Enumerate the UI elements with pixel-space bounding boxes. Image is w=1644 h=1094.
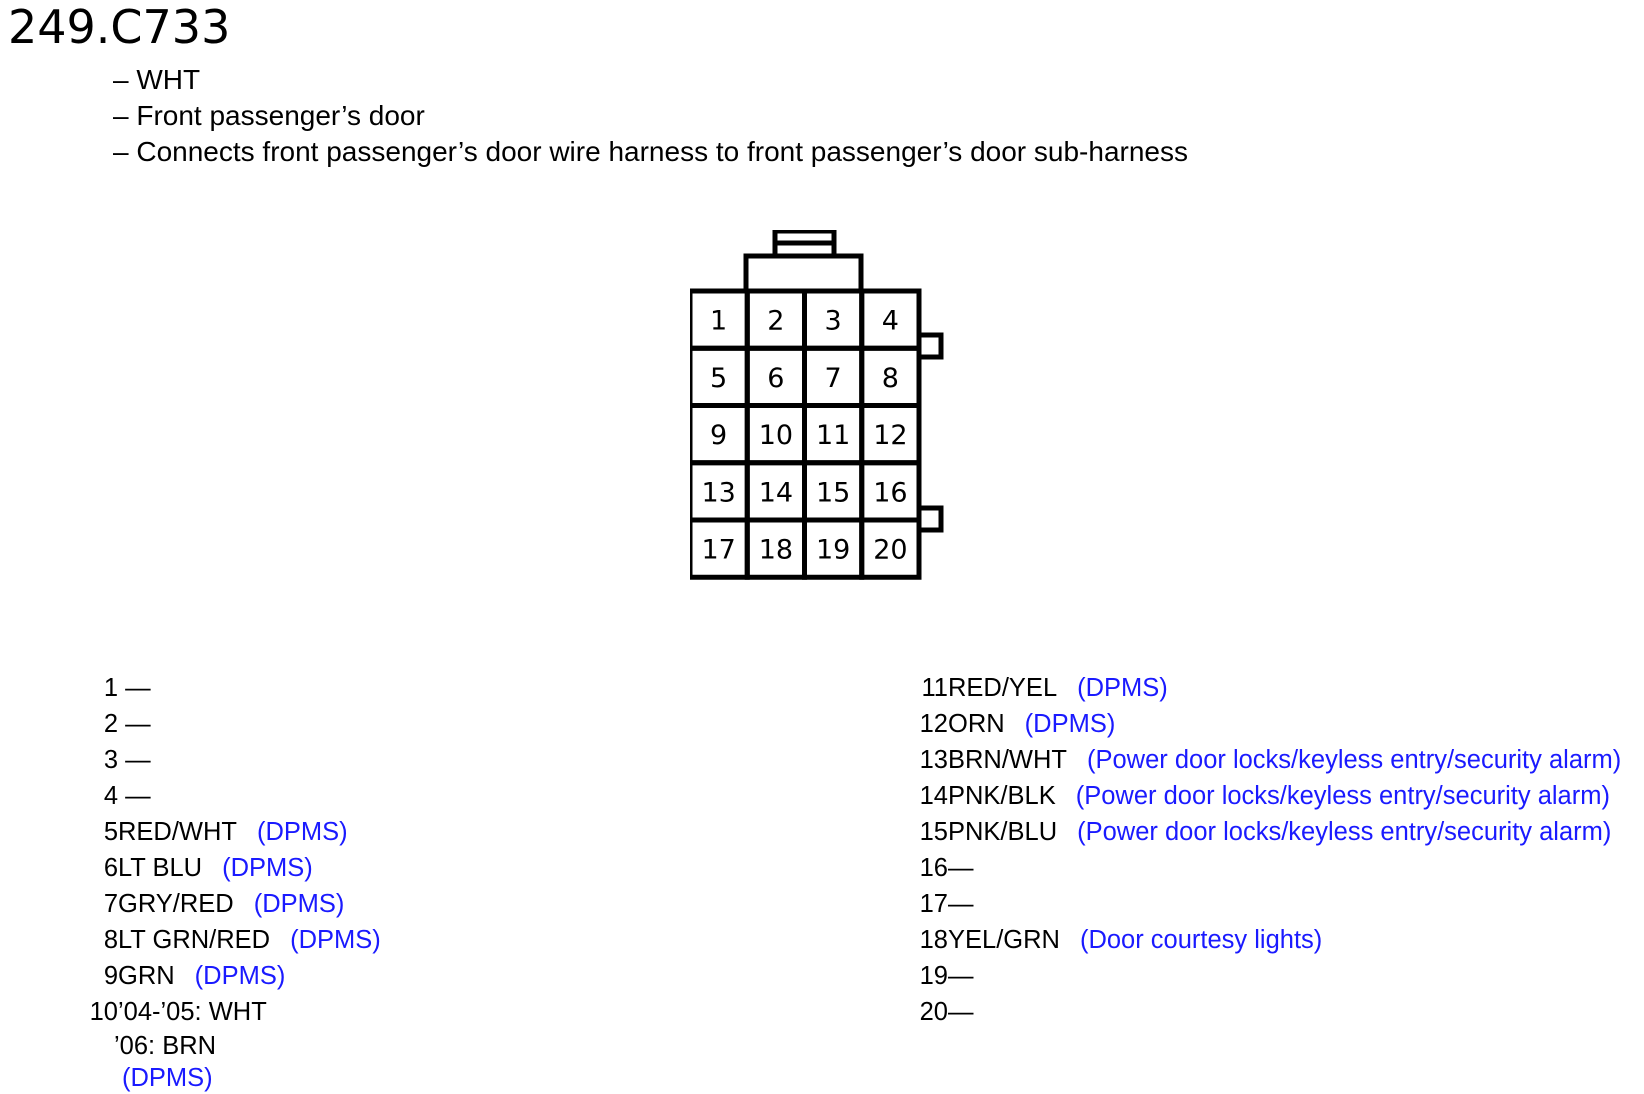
pin-label-1: 1: [710, 305, 728, 337]
pin-wire: —: [118, 674, 151, 702]
pin-number: 13: [919, 746, 948, 774]
pin-list-left: [70, 670, 381, 1094]
pin-wire: —: [948, 890, 974, 918]
connector-tab-lower-right: [919, 508, 941, 530]
pin-label-4: 4: [881, 305, 899, 337]
pin-number: 16: [919, 854, 948, 882]
pin-number: 9: [103, 962, 118, 990]
pin-list-right: [910, 670, 1621, 1030]
pin-label-19: 19: [815, 534, 851, 566]
pin-row-3: [70, 742, 381, 778]
pin-label-17: 17: [701, 534, 736, 566]
pin-row-2: [70, 706, 381, 742]
pin-row-11: [910, 670, 1621, 706]
pin-number: 10: [89, 998, 118, 1026]
pin-label-11: 11: [815, 420, 851, 452]
pin-row-7: [70, 886, 381, 922]
pin-note: (DPMS): [290, 926, 381, 954]
pin-wire: ’04-’05: WHT: [118, 998, 267, 1026]
pin-number: 12: [919, 710, 948, 738]
pin-row-13: [910, 742, 1621, 778]
pin-wire: PNK/BLU: [948, 818, 1058, 846]
pin-note: (DPMS): [1077, 674, 1168, 702]
pin-number: 18: [919, 926, 948, 954]
pin-wire: YEL/GRN: [948, 926, 1060, 954]
pin-row-14: [910, 778, 1621, 814]
connector-description: [113, 62, 1188, 170]
connector-latch-base: [746, 256, 861, 291]
pin-wire: RED/YEL: [948, 674, 1058, 702]
pin-label-13: 13: [701, 477, 736, 509]
pin-row-8: [70, 922, 381, 958]
pin-number: 19: [919, 962, 948, 990]
pin-wire: —: [948, 962, 974, 990]
pin-label-15: 15: [815, 477, 851, 509]
pin-note: (Power door locks/keyless entry/security alarm): [1075, 782, 1610, 810]
pin-note: (Door courtesy lights): [1079, 926, 1323, 954]
pin-wire: LT BLU: [118, 854, 203, 882]
pin-row-16: [910, 850, 1621, 886]
connector-title: 249.C733: [8, 0, 231, 54]
pin-row-9: [70, 958, 381, 994]
pin-note: (DPMS): [222, 854, 313, 882]
pin-number: 7: [103, 890, 118, 918]
pin-row-18: [910, 922, 1621, 958]
pin-row-4: [70, 778, 381, 814]
pin-number: 17: [919, 890, 948, 918]
pin-wire: LT GRN/RED: [118, 926, 271, 954]
pin-number: 4: [103, 782, 118, 810]
pin-row-17: [910, 886, 1621, 922]
pin-wire: PNK/BLK: [948, 782, 1056, 810]
pin-wire: RED/WHT: [118, 818, 237, 846]
connector-diagram: [690, 230, 990, 610]
pin-label-20: 20: [873, 534, 908, 566]
pin-number: 1: [103, 674, 118, 702]
pin-number: 8: [103, 926, 118, 954]
pin-label-2: 2: [767, 305, 785, 337]
pin-row-6: [70, 850, 381, 886]
pin-row-19: [910, 958, 1621, 994]
description-location: – Front passenger’s door: [113, 100, 425, 131]
pin-row-15: [910, 814, 1621, 850]
pin-number: 3: [103, 746, 118, 774]
pin-label-12: 12: [873, 420, 908, 452]
pin-label-5: 5: [710, 362, 728, 394]
pin-wire: GRN: [118, 962, 175, 990]
pin-note: (Power door locks/keyless entry/security alarm): [1086, 746, 1622, 774]
pin-row-1: [70, 670, 381, 706]
pin-note: (DPMS): [1024, 710, 1116, 738]
pin-label-7: 7: [824, 362, 842, 394]
pin-label-18: 18: [758, 534, 794, 566]
pin-10-note: (DPMS): [122, 1064, 213, 1092]
pin-number: 2: [103, 710, 118, 738]
pin-wire: —: [948, 998, 974, 1026]
pin-label-8: 8: [881, 362, 899, 394]
pin-wire: —: [948, 854, 974, 882]
pin-note: (DPMS): [194, 962, 286, 990]
pin-label-14: 14: [758, 477, 794, 509]
pin-row-5: [70, 814, 381, 850]
pin-label-10: 10: [758, 420, 794, 452]
pin-row-10: [70, 994, 381, 1030]
pin-number: 5: [103, 818, 118, 846]
pin-label-9: 9: [710, 420, 728, 452]
pin-wire: GRY/RED: [118, 890, 234, 918]
pin-number: 11: [921, 674, 948, 702]
pin-number: 14: [919, 782, 948, 810]
description-color: – WHT: [113, 64, 201, 95]
pin-number: 6: [103, 854, 118, 882]
pin-label-16: 16: [873, 477, 908, 509]
pin-wire: —: [118, 710, 151, 738]
pin-wire: —: [118, 782, 151, 810]
pin-10-wire-alt: ’06: BRN: [114, 1032, 217, 1060]
connector-tab-upper-right: [919, 335, 941, 357]
pin-note: (Power door locks/keyless entry/security alarm): [1077, 818, 1612, 846]
pin-wire: BRN/WHT: [948, 746, 1067, 774]
pin-wire: —: [118, 746, 151, 774]
pin-label-3: 3: [824, 305, 842, 337]
pin-number: 15: [919, 818, 948, 846]
pin-wire: ORN: [948, 710, 1005, 738]
pin-row-12: [910, 706, 1621, 742]
pin-number: 20: [919, 998, 948, 1026]
description-connects: – Connects front passenger’s door wire harness to front passenger’s door sub-harness: [113, 136, 1188, 167]
pin-label-6: 6: [767, 362, 785, 394]
pin-note: (DPMS): [253, 890, 345, 918]
pin-note: (DPMS): [256, 818, 348, 846]
pin-row-20: [910, 994, 1621, 1030]
